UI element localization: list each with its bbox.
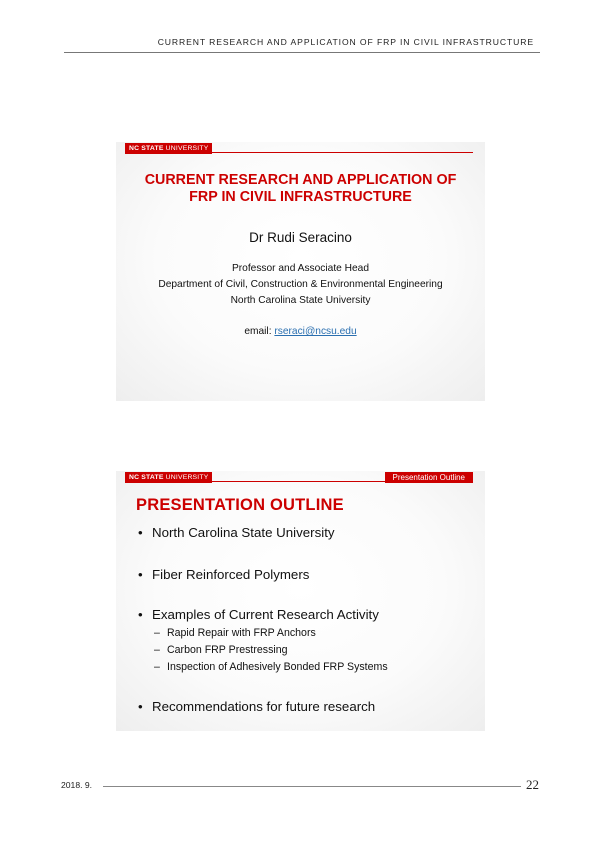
brand-bold-text: NC STATE — [129, 145, 164, 152]
header-rule — [64, 52, 540, 53]
dash-symbol: – — [154, 661, 160, 673]
title-slide — [116, 142, 485, 401]
bullet-text: North Carolina State University — [152, 525, 335, 540]
outline-bullet-2 — [138, 567, 309, 582]
running-header: CURRENT RESEARCH AND APPLICATION OF FRP IN CIVIL INFRASTRUCTURE — [157, 37, 534, 47]
bullet-symbol: • — [138, 607, 143, 622]
footer-date: 2018. 9. — [61, 780, 93, 790]
outline-subitem-2 — [154, 644, 288, 656]
outline-slide — [116, 471, 485, 731]
slide-header-bar — [116, 142, 485, 155]
slide-section-tab: Presentation Outline — [385, 472, 474, 483]
bullet-symbol: • — [138, 699, 143, 714]
affiliation-role: Professor and Associate Head — [231, 263, 370, 274]
header-bar-rule — [200, 152, 473, 153]
email-label: email: — [244, 326, 272, 337]
subitem-text: Carbon FRP Prestressing — [167, 644, 288, 656]
brand-bold-text: NC STATE — [129, 474, 164, 481]
brand-light-text: UNIVERSITY — [165, 145, 209, 152]
bullet-symbol: • — [138, 525, 143, 540]
outline-subitem-3 — [154, 661, 388, 673]
outline-subitem-1 — [154, 627, 316, 639]
bullet-text: Fiber Reinforced Polymers — [152, 567, 310, 582]
slide-title-line-2: FRP IN CIVIL INFRASTRUCTURE — [189, 189, 412, 205]
outline-bullet-4 — [138, 699, 375, 714]
slide-title-line-1: CURRENT RESEARCH AND APPLICATION OF — [144, 172, 457, 188]
affiliation — [116, 261, 485, 309]
dash-symbol: – — [154, 644, 160, 656]
affiliation-university: North Carolina State University — [230, 295, 371, 306]
dash-symbol: – — [154, 627, 160, 639]
author-name: Dr Rudi Seracino — [249, 230, 352, 245]
subitem-text: Inspection of Adhesively Bonded FRP Systems — [167, 661, 388, 673]
email-line — [116, 326, 485, 337]
affiliation-department: Department of Civil, Construction & Environmental Engineering — [158, 279, 443, 290]
bullet-symbol: • — [138, 567, 143, 582]
footer-rule — [103, 786, 521, 787]
brand-light-text: UNIVERSITY — [165, 474, 209, 481]
bullet-text: Recommendations for future research — [152, 699, 376, 714]
outline-bullet-1 — [138, 525, 335, 540]
slide-title — [116, 172, 485, 206]
slide-header-bar — [116, 471, 485, 484]
bullet-text: Examples of Current Research Activity — [152, 607, 379, 622]
page-number: 22 — [526, 777, 539, 792]
email-link[interactable]: rseraci@ncsu.edu — [274, 326, 357, 337]
outline-bullet-3 — [138, 607, 379, 622]
slide-title: PRESENTATION OUTLINE — [136, 496, 344, 514]
subitem-text: Rapid Repair with FRP Anchors — [167, 627, 316, 639]
